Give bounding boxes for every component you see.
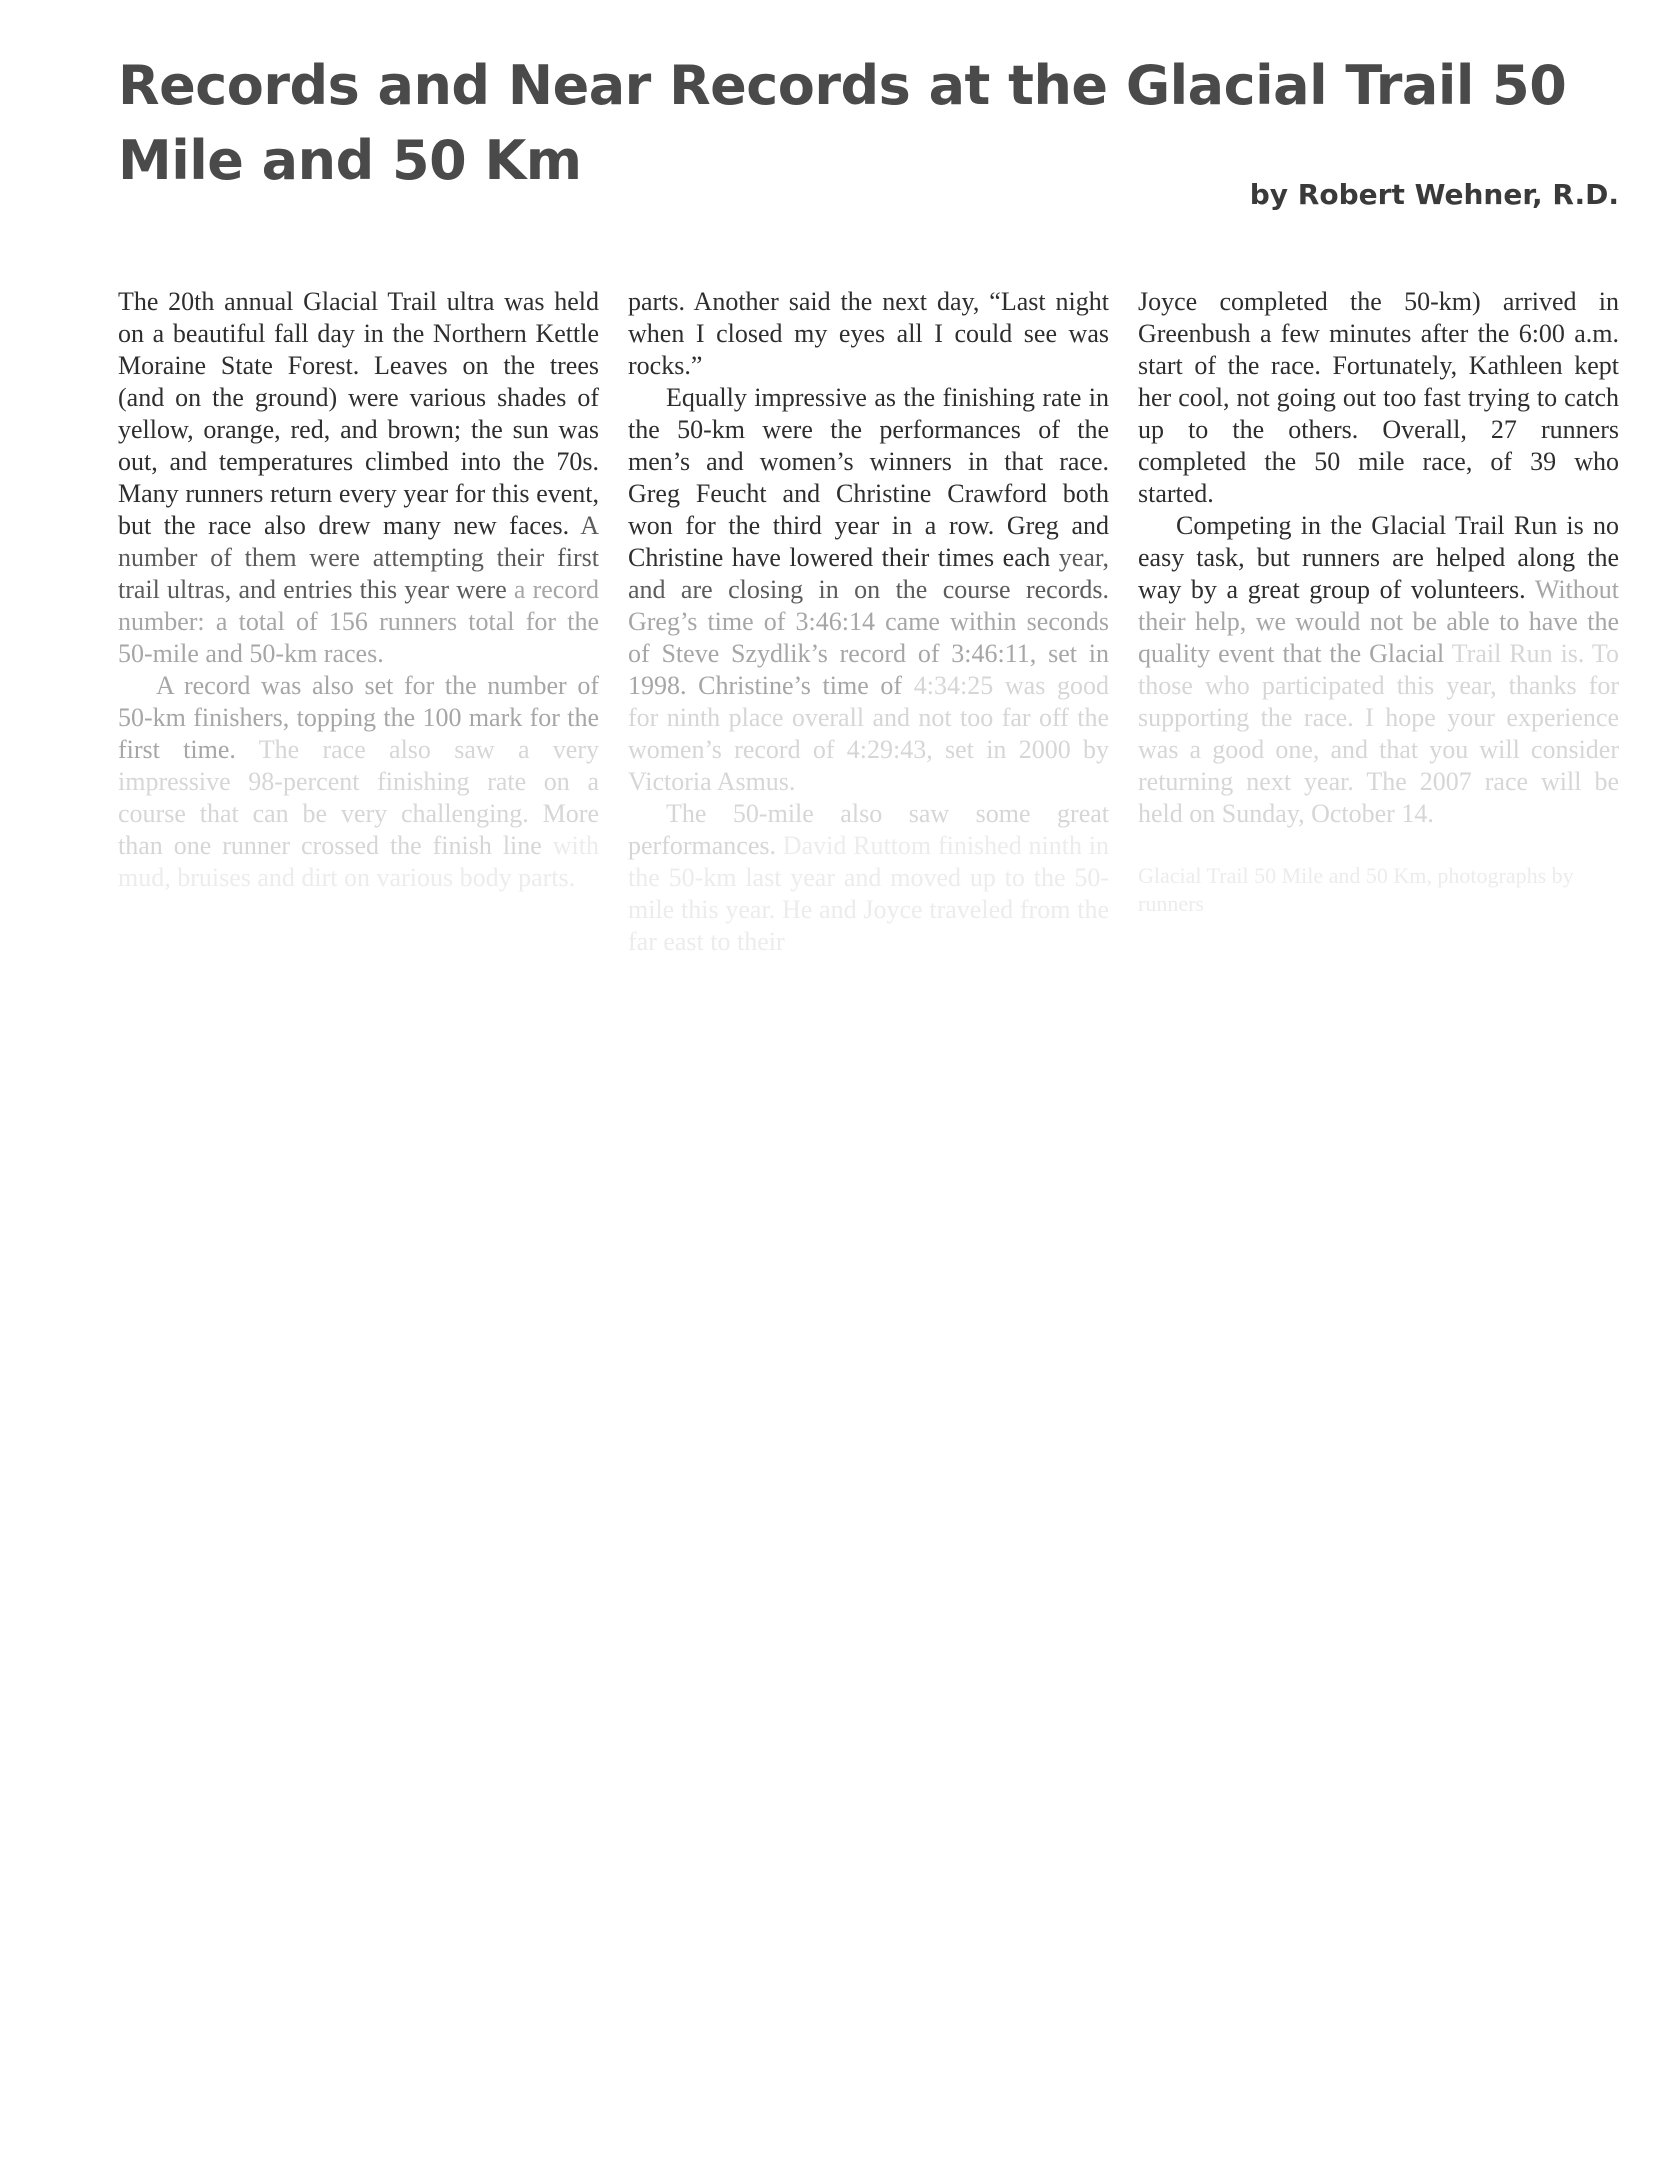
text-segment: year, and are closing in on the course records. [628, 543, 1109, 604]
text-segment: A record was also set for the number of 50-km finishers, topping the 100 mark for the first time. [118, 671, 599, 764]
body-paragraph [628, 286, 1109, 382]
text-segment: Glacial Trail 50 Mile and 50 Km, photographs by runners [1138, 863, 1574, 916]
text-segment: A number of them were attempting their first trail ultras, and entries this year were [118, 511, 599, 604]
text-segment: Greg’s time of 3:46:14 came within seconds of Steve Szydlik’s record of 3:46:11, set in 1998. Christine’s time of [628, 607, 1109, 700]
text-column-3 [1138, 286, 1619, 918]
text-segment: Competing in the Glacial Trail Run is no easy task, but runners are helped along the way by a great group of volunteers. [1138, 511, 1619, 604]
text-segment: David Ruttom finished ninth in the 50-km last year and moved up to the 50-mile this year. He and Joyce traveled from the far east to their [628, 831, 1109, 956]
body-paragraph [628, 382, 1109, 798]
body-paragraph [628, 798, 1109, 958]
body-paragraph [1138, 510, 1619, 830]
text-segment: Without their help, we would not be able to have the quality event that the Glacial [1138, 575, 1619, 668]
text-column-2 [628, 286, 1109, 958]
photo-caption [1138, 862, 1619, 918]
article-title: Records and Near Records at the Glacial Trail 50 Mile and 50 Km [118, 54, 1567, 192]
body-paragraph [118, 670, 599, 894]
text-segment: with mud, bruises and dirt on various body parts. [118, 831, 600, 892]
text-segment: parts. Another said the next day, “Last night when I closed my eyes all I could see was rocks.” [628, 287, 1109, 380]
text-segment: 4:34:25 was good for ninth place overall and not too far off the women’s record of 4:29:43, set in 2000 by Victoria Asmus. [628, 671, 1109, 796]
text-column-1 [118, 286, 599, 894]
text-segment: Trail Run is. To those who participated this year, thanks for supporting the race. I hope your experience was a good one, and that you will consider returning next year. The 2007 race will be held on Sunday, October 14. [1138, 639, 1619, 828]
body-paragraph [1138, 286, 1619, 510]
text-segment: The race also saw a very impressive 98-percent finishing rate on a course that can be very challenging. More than one runner crossed the finish line [118, 735, 599, 860]
text-segment: The 20th annual Glacial Trail ultra was held on a beautiful fall day in the Northern Kettle Moraine State Forest. Leaves on the trees (and on the ground) were various shades of yellow, orange, red, and brown; the sun was out, and temperatures climbed into the 70s. Many runners return every year for this event, but the race also drew many new faces. [118, 287, 599, 540]
article-byline: by Robert Wehner, R.D. [1249, 178, 1619, 211]
body-paragraph [118, 286, 599, 670]
text-segment: Joyce completed the 50-km) arrived in Greenbush a few minutes after the 6:00 a.m. start of the race. Fortunately, Kathleen kept her cool, not going out too fast trying to catch up to the others. Overall, 27 runners completed the 50 mile race, of 39 who started. [1138, 287, 1619, 508]
text-segment: The 50-mile also saw some great performances. [628, 799, 1109, 860]
text-segment: Equally impressive as the finishing rate in the 50-km were the performances of the men’s and women’s winners in that race. Greg Feucht and Christine Crawford both won for the third year in a row. Greg and Christine have lowered their times each [628, 383, 1109, 572]
text-segment: a record number: a total of 156 runners total for the 50-mile and 50-km races. [118, 575, 600, 668]
